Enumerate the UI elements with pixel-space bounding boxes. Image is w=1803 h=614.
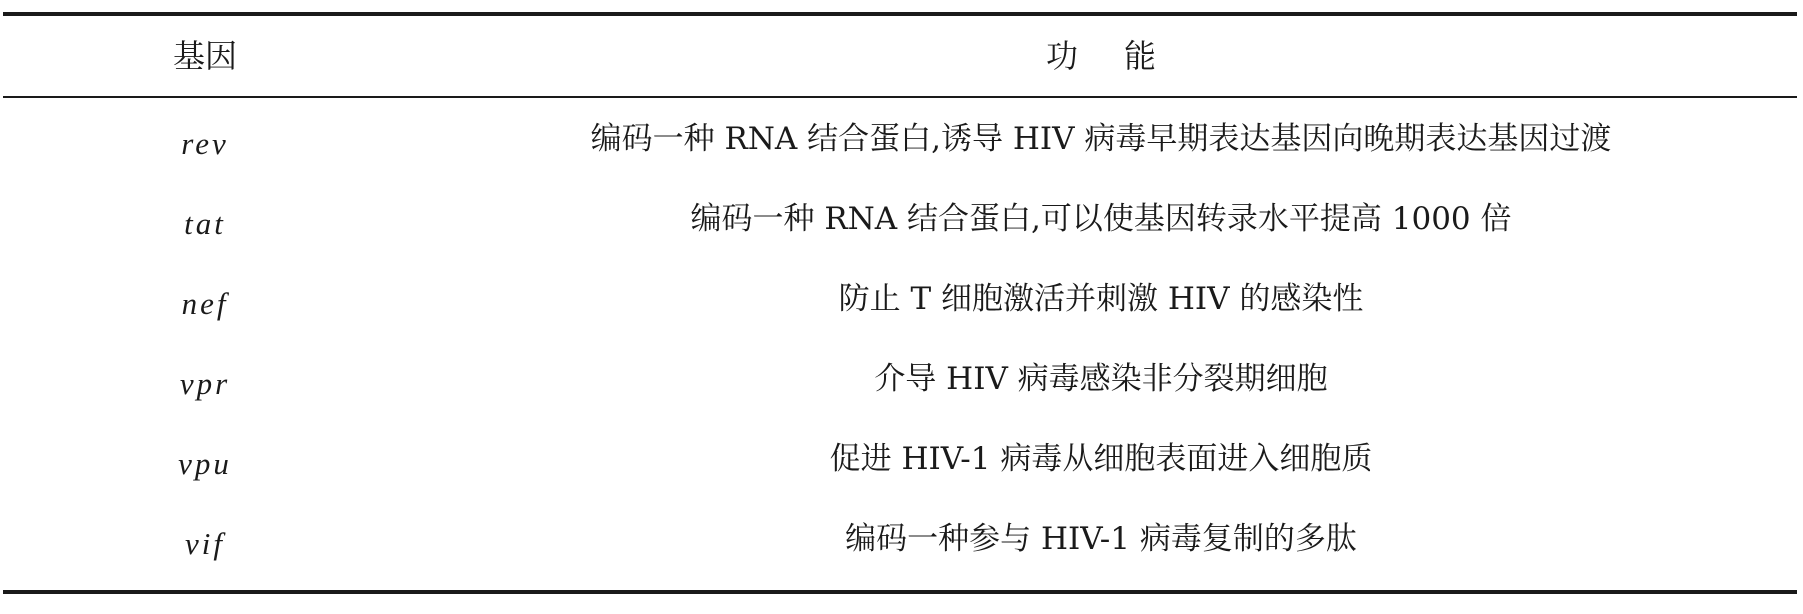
table-top-rule	[3, 12, 1797, 16]
gene-cell-rev: rev	[181, 126, 229, 161]
gene-cell-vpu: vpu	[178, 446, 232, 481]
gene-cell-vpr: vpr	[179, 366, 231, 401]
gene-cell-tat: tat	[184, 206, 226, 241]
function-cell-vpr: 介导 HIV 病毒感染非分裂期细胞	[874, 361, 1328, 397]
table-header-rule	[3, 96, 1797, 98]
function-cell-rev: 编码一种 RNA 结合蛋白,诱导 HIV 病毒早期表达基因向晚期表达基因过渡	[590, 121, 1612, 157]
table-bottom-rule	[3, 590, 1797, 594]
gene-cell-vif: vif	[185, 526, 225, 561]
gene-cell-nef: nef	[181, 286, 229, 321]
header-function: 功能	[1045, 37, 1203, 75]
function-cell-nef: 防止 T 细胞激活并刺激 HIV 的感染性	[838, 281, 1364, 317]
function-cell-tat: 编码一种 RNA 结合蛋白,可以使基因转录水平提高 1000 倍	[690, 201, 1512, 237]
function-cell-vpu: 促进 HIV-1 病毒从细胞表面进入细胞质	[829, 441, 1373, 477]
header-gene: 基因	[172, 37, 238, 75]
function-cell-vif: 编码一种参与 HIV-1 病毒复制的多肽	[845, 521, 1357, 557]
